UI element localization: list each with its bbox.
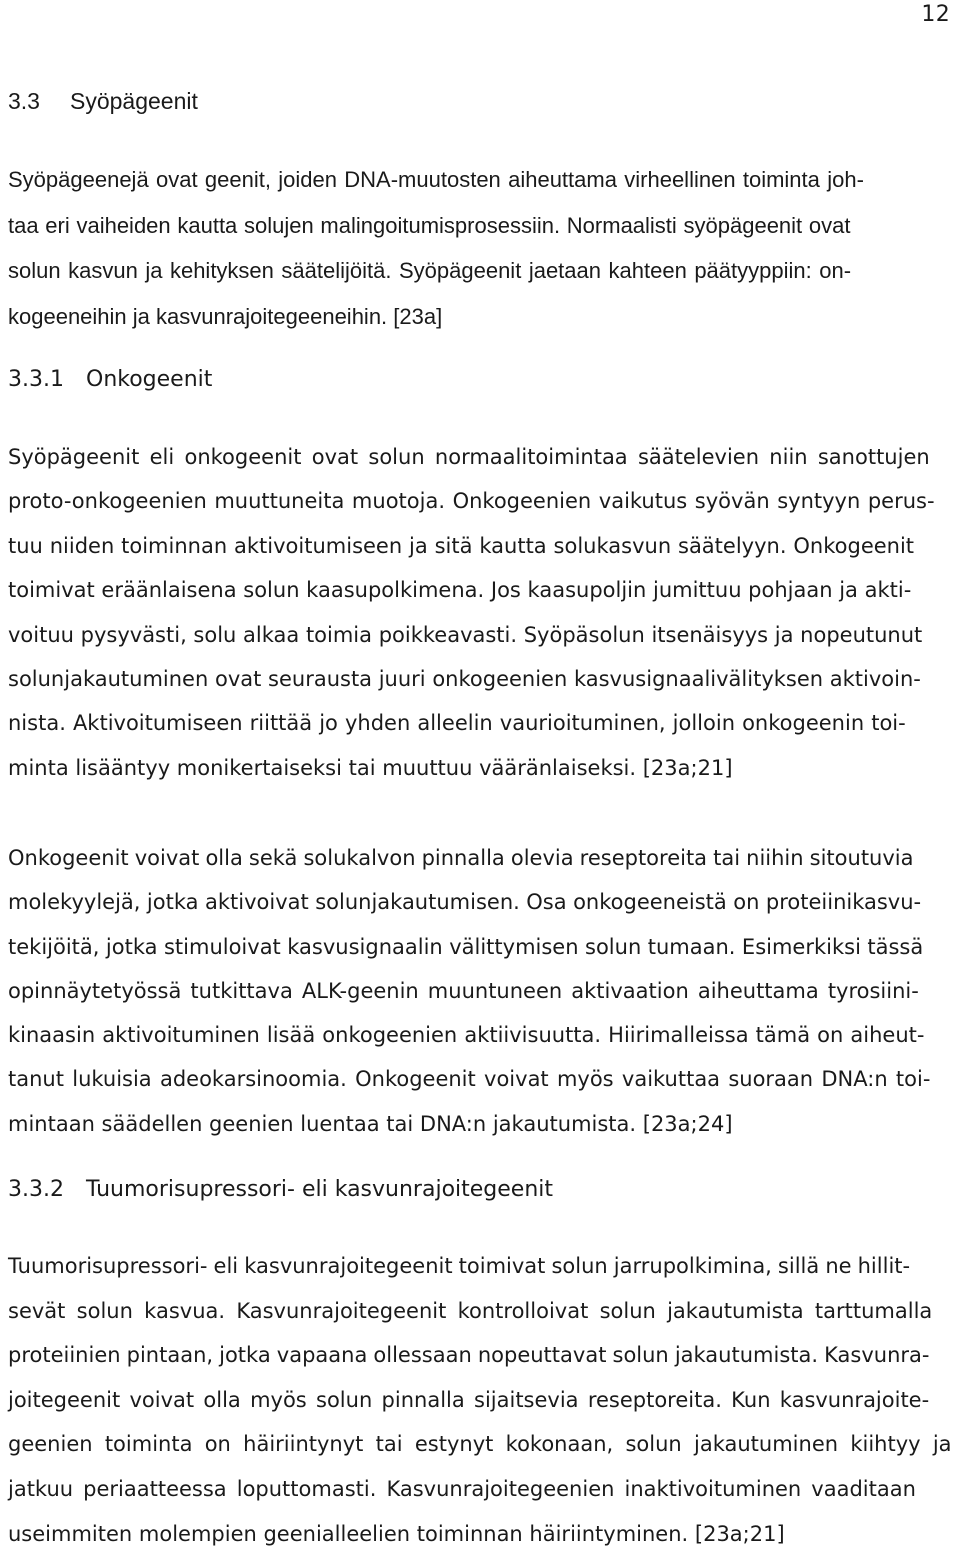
paragraph-line: sevät solun kasvua. Kasvunrajoitegeenit kontrolloivat solun jakautumista tarttumalla [8, 1298, 933, 1323]
subsection-title: Onkogeenit [86, 367, 213, 392]
paragraph-line: kinaasin aktivoituminen lisää onkogeenien aktiivisuutta. Hiirimalleissa tämä on aiheut- [8, 1023, 925, 1048]
paragraph-line: useimmiten molempien geenialleelien toiminnan häiriintyminen. [23a;21] [8, 1521, 785, 1546]
subsection-number: 3.3.1 [8, 367, 64, 392]
paragraph-line: taa eri vaiheiden kautta solujen malingoitumisprosessiin. Normaalisti syöpägeenit ovat [8, 212, 851, 238]
section-number: 3.3 [8, 88, 40, 114]
paragraph-line: Syöpägeenejä ovat geenit, joiden DNA-muutosten aiheuttama virheellinen toiminta joh- [8, 167, 864, 192]
paragraph-line: toimivat eräänlaisena solun kaasupolkimena. Jos kaasupoljin jumittuu pohjaan ja akti- [8, 578, 912, 603]
paragraph-line: proto-onkogeenien muuttuneita muotoja. Onkogeenien vaikutus syövän syntyyn perus- [8, 489, 935, 514]
subsection-heading [8, 1177, 553, 1202]
paragraph-line: tuu niiden toiminnan aktivoitumiseen ja sitä kautta solukasvun säätelyyn. Onkogeenit [8, 533, 915, 558]
paragraph-line: molekyylejä, jotka aktivoivat solunjakautumisen. Osa onkogeeneistä on proteiinikasvu- [8, 890, 922, 915]
onkogeenit-paragraph-1 [8, 435, 935, 790]
paragraph-line: proteiinien pintaan, jotka vapaana ollessaan nopeuttavat solun jakautumista. Kasvunra- [8, 1343, 930, 1368]
paragraph-line: Tuumorisupressori- eli kasvunrajoitegeenit toimivat solun jarrupolkimina, sillä ne hillit- [8, 1254, 911, 1278]
paragraph-line: jatkuu periaatteessa loputtomasti. Kasvunrajoitegeenien inaktivoituminen vaaditaan [8, 1476, 916, 1501]
page-number: 12 [921, 2, 950, 27]
paragraph-line: voituu pysyvästi, solu alkaa toimia poikkeavasti. Syöpäsolun itsenäisyys ja nopeutunut [8, 622, 923, 647]
paragraph-line: minta lisääntyy monikertaiseksi tai muuttuu vääränlaiseksi. [23a;21] [8, 755, 733, 780]
paragraph-line: solunjakautuminen ovat seurausta juuri onkogeenien kasvusignaalivälityksen aktivoin- [8, 666, 921, 691]
paragraph-line: geenien toiminta on häiriintynyt tai estynyt kokonaan, solun jakautuminen kiihtyy ja [8, 1432, 952, 1457]
paragraph-line: solun kasvun ja kehityksen säätelijöitä. Syöpägeenit jaetaan kahteen päätyyppiin: on- [8, 258, 852, 283]
paragraph-line: tanut lukuisia adeokarsinoomia. Onkogeenit voivat myös vaikuttaa suoraan DNA:n toi- [8, 1067, 931, 1092]
section-intro-paragraph [8, 157, 864, 339]
subsection-title: Tuumorisupressori- eli kasvunrajoitegeenit [86, 1177, 554, 1202]
paragraph-line: joitegeenit voivat olla myös solun pinnalla sijaitsevia reseptoreita. Kun kasvunrajoite- [8, 1387, 930, 1412]
section-heading [8, 88, 198, 115]
paragraph-line: mintaan säädellen geenien luentaa tai DNA:n jakautumista. [23a;24] [8, 1111, 733, 1136]
paragraph-line: Syöpägeenit eli onkogeenit ovat solun normaalitoimintaa säätelevien niin sanottujen [8, 445, 930, 469]
subsection-number: 3.3.2 [8, 1177, 64, 1202]
onkogeenit-paragraph-2 [8, 836, 930, 1146]
paragraph-line: tekijöitä, jotka stimuloivat kasvusignaalin välittymisen solun tumaan. Esimerkiksi tässä [8, 934, 924, 959]
subsection-heading [8, 367, 212, 392]
tuumorisupressori-paragraph [8, 1244, 952, 1556]
paragraph-line: opinnäytetyössä tutkittava ALK-geenin muuntuneen aktivaation aiheuttama tyrosiini- [8, 978, 919, 1003]
section-title: Syöpägeenit [70, 88, 198, 114]
paragraph-line: Onkogeenit voivat olla sekä solukalvon pinnalla olevia reseptoreita tai niihin sitoutuvia [8, 846, 914, 870]
paragraph-line: kogeeneihin ja kasvunrajoitegeeneihin. [23a] [8, 303, 443, 329]
paragraph-line: nista. Aktivoitumiseen riittää jo yhden alleelin vaurioituminen, jolloin onkogeenin toi- [8, 711, 906, 736]
